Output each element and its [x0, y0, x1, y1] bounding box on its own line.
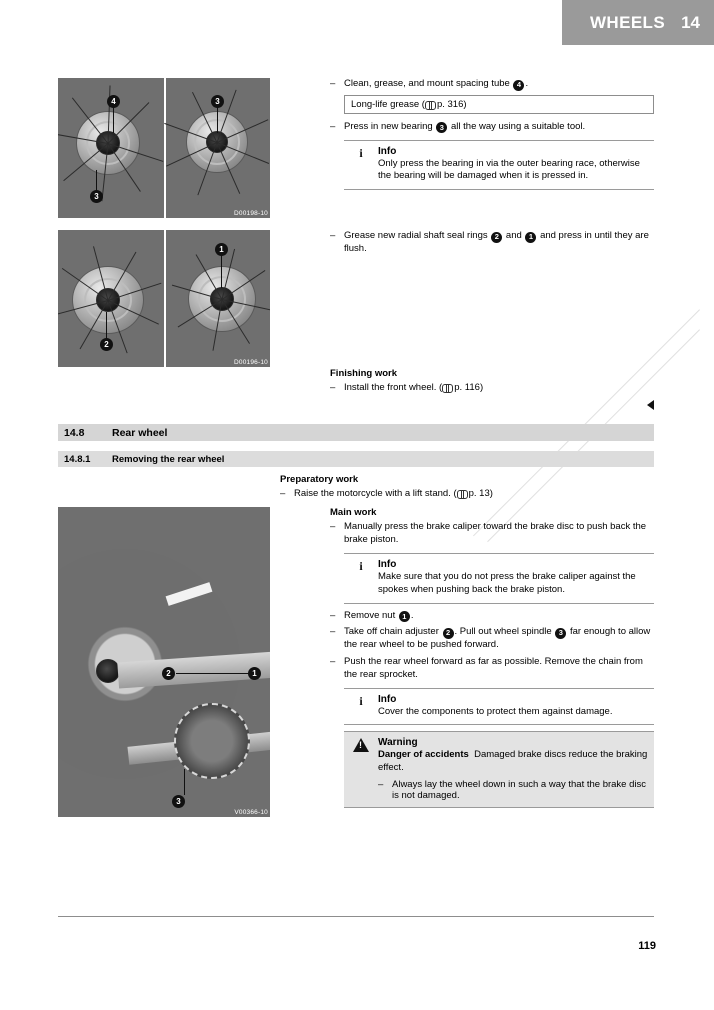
callout-3a: 3 [211, 95, 224, 108]
step-text: Grease new radial shaft seal rings [344, 230, 488, 241]
page-number: 119 [638, 940, 656, 952]
reference-end: ) [489, 488, 493, 500]
info-text: Make sure that you do not press the brake caliper against the spokes when pushing back the brake piston. [378, 570, 636, 595]
subsection-number: 14.8.1 [64, 453, 91, 465]
step-text: Push the rear wheel forward as far as possible. Remove the chain from the rear sprocket. [344, 655, 643, 680]
finishing-work-heading: Finishing work [330, 367, 398, 379]
warning-text: Damaged brake discs reduce the braking effect. [378, 749, 648, 774]
step-grease-seal-rings: – Grease new radial shaft seal rings 2 and 1 and press in until they are flush. [330, 230, 649, 254]
callout-2-rear: 2 [162, 667, 175, 680]
info-icon: i [359, 145, 363, 160]
book-icon [442, 384, 453, 391]
reference-page: p. 13 [468, 488, 490, 500]
info-title: Info [378, 145, 397, 157]
step-take-off-chain-adjuster: – Take off chain adjuster 2 . Pull out wheel spindle 3 far enough to allow the rear wheel to be pushed forward. [330, 626, 651, 651]
step-clean-grease-mount: – Clean, grease, and mount spacing tube 4 . [330, 78, 529, 89]
content-row-2 [58, 230, 654, 410]
figure-rear-wheel [58, 507, 270, 817]
step-text-end: . [410, 609, 414, 621]
warning-step: – Always lay the wheel down in such a way that the brake disc is not damaged. [378, 779, 646, 801]
step-text-end: far enough to allow the rear wheel to be pushed forward. [344, 626, 651, 651]
callout-3-rear: 3 [172, 795, 185, 808]
book-icon [457, 490, 468, 497]
figure-column-1 [58, 78, 270, 218]
preparatory-work-heading: Preparatory work [280, 474, 359, 486]
subsection-bar-removing-rear-wheel [58, 451, 654, 467]
info-text: Cover the components to protect them against damage. [378, 705, 613, 717]
info-icon: i [359, 558, 363, 573]
figure-divider [164, 78, 166, 218]
reference-label: Long-life grease ( [351, 98, 425, 110]
step-text: Remove nut [344, 609, 396, 621]
step-text-end: all the way using a suitable tool. [451, 120, 586, 132]
section-number: 14.8 [64, 426, 85, 439]
figure-divider-2 [164, 230, 166, 367]
info-box-caliper-spokes [344, 553, 654, 604]
footer-divider [58, 916, 654, 917]
callout-1: 1 [215, 243, 228, 256]
figure-code-3: V00366-10 [234, 809, 268, 817]
figure-seal-rings [58, 230, 270, 367]
step-text: Clean, grease, and mount spacing tube [344, 78, 510, 89]
content-row-1 [58, 78, 654, 218]
inline-callout-2: 2 [443, 628, 454, 639]
info-text: Only press the bearing in via the outer bearing race, otherwise the bearing will be damaged when it is pressed in. [378, 157, 640, 182]
figure-column-2 [58, 230, 270, 367]
reference-page: p. 116 [454, 381, 480, 393]
callout-4: 4 [107, 95, 120, 108]
inline-callout-2: 2 [491, 232, 502, 243]
inline-callout-1: 1 [525, 232, 536, 243]
inline-callout-4: 4 [513, 80, 524, 91]
inline-callout-1: 1 [399, 611, 410, 622]
callout-1-rear: 1 [248, 667, 261, 680]
document-body [58, 78, 654, 817]
warning-triangle-icon: ! [353, 738, 369, 752]
info-title: Info [378, 693, 397, 705]
info-title: Info [378, 558, 397, 570]
figure-bearing-install [58, 78, 270, 218]
figure-code: D00198-10 [234, 210, 268, 217]
page-header [562, 0, 714, 45]
step-text: Raise the motorcycle with a lift stand. ( [294, 488, 457, 500]
info-box-cover-components [344, 688, 654, 726]
warning-step-text: Always lay the wheel down in such a way that the brake disc is not damaged. [392, 779, 646, 801]
page-title: WHEELS [589, 12, 666, 32]
reference-page: p. 316 [436, 98, 464, 110]
page-turn-marker-wrap [330, 400, 654, 410]
step-remove-nut: – Remove nut 1 . [330, 609, 414, 621]
step-text-end: . [525, 78, 529, 89]
prep-work-block [280, 474, 654, 501]
info-icon-col [344, 694, 378, 719]
warning-icon-col [344, 737, 378, 801]
warning-box-brake-disc [344, 731, 654, 808]
warning-title: Warning [378, 737, 418, 749]
step-text-mid: . Pull out wheel spindle [454, 626, 552, 638]
info-icon-col [344, 146, 378, 184]
step-text: Take off chain adjuster [344, 626, 439, 638]
section-bar-rear-wheel [58, 424, 654, 441]
rear-sprocket-art [174, 703, 250, 779]
inline-callout-3: 3 [555, 628, 566, 639]
reference-end: ) [463, 98, 467, 110]
step-text-mid: and [505, 230, 522, 241]
continuation-marker-icon [647, 400, 654, 410]
reference-box-grease[interactable] [344, 95, 654, 114]
info-box-bearing-race [344, 140, 654, 191]
main-work-heading: Main work [330, 507, 377, 519]
text-column-2 [330, 230, 654, 410]
step-press-bearing: – Press in new bearing 3 all the way using a suitable tool. [330, 120, 586, 132]
warning-subtitle: Danger of accidents [378, 749, 469, 761]
figure-column-3 [58, 507, 270, 817]
info-icon: i [359, 693, 363, 708]
step-text: Install the front wheel. ( [344, 381, 443, 393]
text-column-1 [330, 78, 654, 196]
step-text: Manually press the brake caliper toward the brake disc to push back the brake piston. [344, 521, 647, 546]
callout-3b: 3 [90, 190, 103, 203]
info-icon-col [344, 559, 378, 597]
step-text-end: and press in until they are flush. [344, 230, 649, 254]
figure-code-2: D00196-10 [234, 359, 268, 366]
content-row-3 [58, 507, 654, 817]
step-text: Press in new bearing [344, 120, 433, 132]
reference-end: ) [479, 381, 484, 393]
step-press-brake-caliper: – Manually press the brake caliper toward the brake disc to push back the brake piston. [330, 521, 654, 547]
section-title: Rear wheel [112, 426, 168, 439]
step-push-wheel-forward: – Push the rear wheel forward as far as possible. Remove the chain from the rear sprocket. [330, 656, 654, 682]
inline-callout-3: 3 [436, 122, 447, 133]
text-column-3 [330, 507, 654, 814]
callout-2: 2 [100, 338, 113, 351]
subsection-title: Removing the rear wheel [112, 453, 225, 465]
step-install-front-wheel: – Install the front wheel. ( p. 116) [330, 381, 484, 393]
book-icon [425, 101, 436, 108]
step-raise-motorcycle: – Raise the motorcycle with a lift stand. ( p. 13) [280, 488, 493, 500]
chapter-number: 14 [681, 12, 700, 32]
